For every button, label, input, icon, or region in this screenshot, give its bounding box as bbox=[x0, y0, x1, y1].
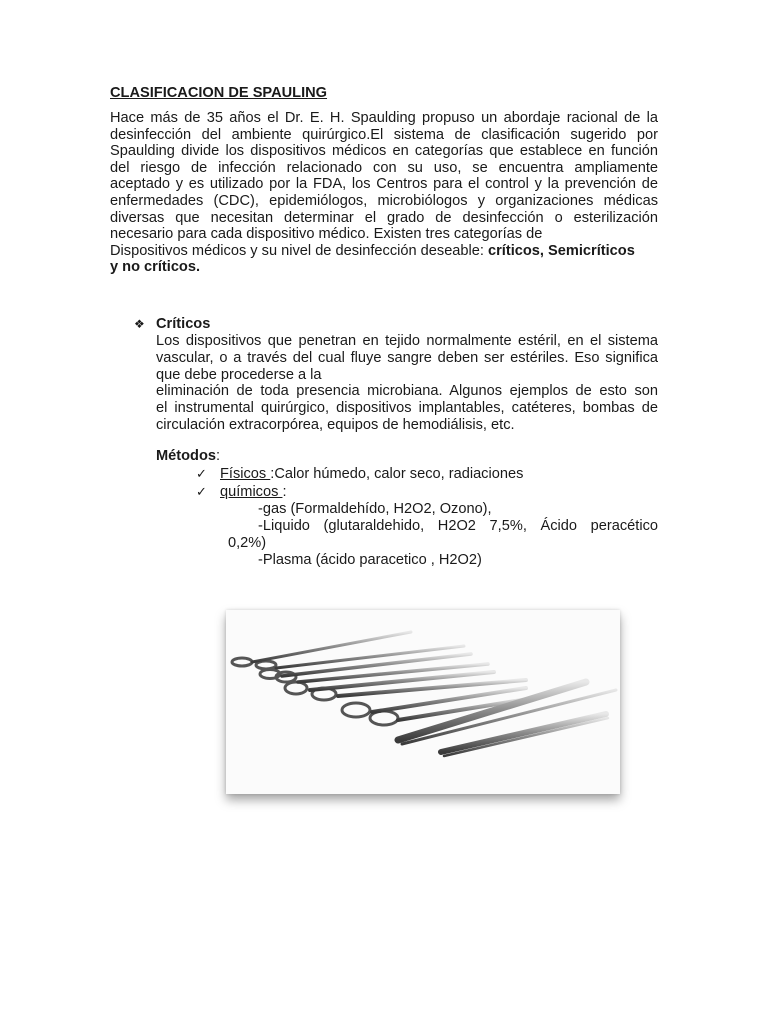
methods-block bbox=[156, 448, 658, 569]
checkmark-icon: ✓ bbox=[196, 484, 207, 499]
section-line: que debe procederse a la bbox=[156, 366, 322, 383]
fisicos-label: Físicos bbox=[220, 466, 271, 482]
section-criticos bbox=[134, 316, 658, 434]
intro-line: necesario para cada dispositivo médico. Existen tres categorías de bbox=[110, 226, 543, 243]
section-line: Los dispositivos que penetran en tejido normalmente estéril, en el sistema bbox=[156, 333, 658, 349]
section-line: circulación extracorpórea, equipos de hemodiálisis, etc. bbox=[156, 416, 515, 433]
intro-line: Dispositivos médicos y su nivel de desinfección deseable: bbox=[110, 242, 489, 259]
surgical-instruments-photo bbox=[226, 610, 620, 794]
surgical-instruments-image bbox=[226, 610, 620, 794]
section-line: vascular, o a través del cual fluye sangre deben ser estériles. Eso significa bbox=[156, 349, 658, 366]
method-plasma: -Plasma (ácido paracetico , H2O2) bbox=[258, 552, 482, 568]
document-title: CLASIFICACION DE SPAULING bbox=[110, 85, 328, 101]
intro-line: aceptado y es utilizado por la FDA, los Centros para el control y la prevención de bbox=[110, 176, 658, 193]
quimicos-label: químicos bbox=[220, 484, 283, 500]
method-gas: -gas (Formaldehído, H2O2, Ozono), bbox=[258, 501, 492, 517]
section-title: Críticos bbox=[156, 316, 211, 332]
quimicos-colon: : bbox=[282, 484, 287, 500]
fisicos-text: :Calor húmedo, calor seco, radiaciones bbox=[270, 466, 524, 482]
intro-paragraph bbox=[110, 110, 658, 276]
document-page bbox=[110, 84, 658, 276]
method-liquido-cont: 0,2%) bbox=[228, 535, 267, 551]
methods-title: Métodos bbox=[156, 448, 216, 464]
method-liquido: -Liquido (glutaraldehido, H2O2 7,5%, Ácido peracético bbox=[258, 518, 658, 534]
checkmark-icon: ✓ bbox=[196, 466, 207, 481]
section-line: el instrumental quirúrgico, dispositivos implantables, catéteres, bombas de bbox=[156, 400, 658, 417]
intro-line: desinfección del ambiente quirúrgico.El sistema de clasificación sugerido por bbox=[110, 126, 658, 143]
methods-colon: : bbox=[216, 448, 221, 464]
intro-line: enfermedades (CDC), epidemiólogos, microbiólogos y organizaciones médicas bbox=[110, 192, 658, 209]
intro-bold-final: y no críticos. bbox=[110, 259, 201, 276]
intro-line: del riesgo de infección relacionado con su uso, se encuentra ampliamente bbox=[110, 159, 658, 176]
section-line: eliminación de toda presencia microbiana. Algunos ejemplos de esto son bbox=[156, 383, 658, 400]
intro-line: Hace más de 35 años el Dr. E. H. Spaulding propuso un abordaje racional de la bbox=[110, 110, 658, 126]
section-body bbox=[156, 333, 658, 434]
intro-line: diversas que necesitan determinar el grado de desinfección o esterilización bbox=[110, 209, 658, 226]
intro-bold-categories: críticos, Semicríticos bbox=[488, 242, 635, 259]
diamond-bullet-icon: ❖ bbox=[134, 317, 145, 331]
intro-line: Spaulding divide los dispositivos médicos en categorías que establece en función bbox=[110, 143, 658, 160]
